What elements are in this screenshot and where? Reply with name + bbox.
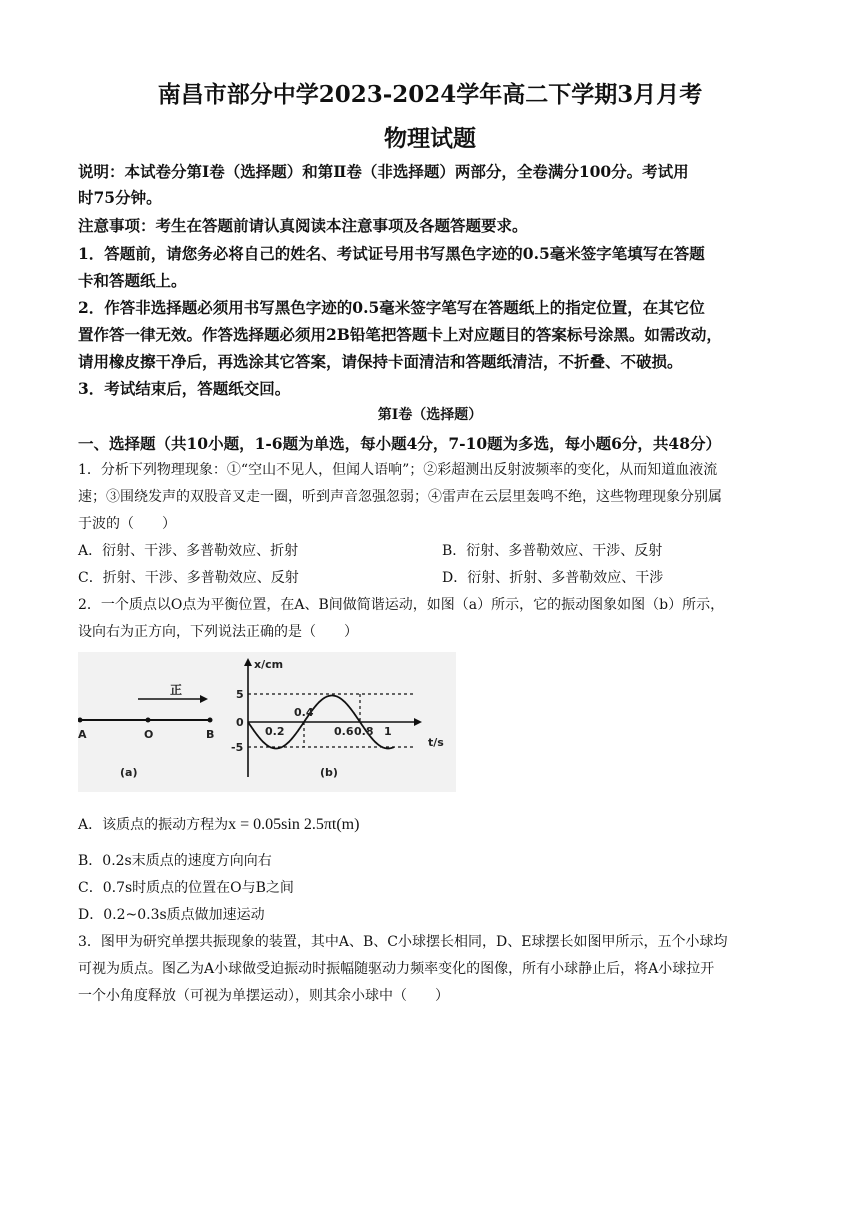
x-tick-0-6: 0.6 bbox=[334, 725, 354, 738]
q2-option-a bbox=[78, 814, 359, 834]
point-o bbox=[146, 718, 151, 723]
x-tick-0-8: 0.8 bbox=[354, 725, 374, 738]
volume-title: 第Ⅰ卷（选择题） bbox=[377, 407, 483, 423]
caption-b: (b) bbox=[320, 766, 338, 779]
q3-line-2: 可视为质点。图乙为A小球做受迫振动时振幅随驱动力频率变化的图像，所有小球静止后，将A小球拉开 bbox=[78, 961, 715, 977]
positive-label: 正 bbox=[170, 683, 183, 697]
label-b: B bbox=[206, 728, 215, 741]
q2-figure bbox=[78, 652, 456, 792]
note-line-1: 说明：本试卷分第Ⅰ卷（选择题）和第Ⅱ卷（非选择题）两部分，全卷满分100分。考试用 bbox=[78, 162, 689, 181]
x-tick-0-2: 0.2 bbox=[265, 725, 285, 738]
q1-option-c: C．折射、干涉、多普勒效应、反射 bbox=[78, 570, 299, 586]
item3-line: 3．考试结束后，答题纸交回。 bbox=[78, 379, 291, 398]
y-tick-0: 0 bbox=[236, 716, 244, 729]
q1-line-3: 于波的（ ） bbox=[78, 516, 176, 532]
note-line-2: 时75分钟。 bbox=[78, 188, 162, 207]
q3-line-1: 3．图甲为研究单摆共振现象的装置，其中A、B、C小球摆长相同，D、E球摆长如图甲所示，五个小球均 bbox=[78, 934, 728, 950]
q1-line-2: 速；③围绕发声的双股音叉走一圈，听到声音忽强忽弱；④雷声在云层里轰鸣不绝，这些物理现象分别属 bbox=[78, 489, 722, 505]
q1-option-a: A．衍射、干涉、多普勒效应、折射 bbox=[78, 543, 299, 559]
attention-line: 注意事项：考生在答题前请认真阅读本注意事项及各题答题要求。 bbox=[78, 216, 528, 235]
x-tick-0-4: 0.4 bbox=[294, 706, 314, 719]
point-b bbox=[208, 718, 213, 723]
part-title: 一、选择题（共10小题，1-6题为单选，每小题4分，7-10题为多选，每小题6分，共48分） bbox=[78, 434, 722, 453]
q1-option-b: B．衍射、多普勒效应、干涉、反射 bbox=[442, 543, 663, 559]
label-a: A bbox=[78, 728, 87, 741]
item1-line-2: 卡和答题纸上。 bbox=[78, 271, 187, 290]
subject-title: 物理试题 bbox=[384, 125, 476, 152]
exam-title: 南昌市部分中学2023-2024学年高二下学期3月月考 bbox=[157, 81, 703, 108]
q2-option-a-equation: x = 0.05sin 2.5πt(m) bbox=[228, 816, 360, 833]
item2-line-1: 2．作答非选择题必须用书写黑色字迹的0.5毫米签字笔写在答题纸上的指定位置，在其它位 bbox=[78, 298, 705, 317]
item2-line-2: 置作答一律无效。作答选择题必须用2B铅笔把答题卡上对应题目的答案标号涂黑。如需改动， bbox=[78, 325, 722, 344]
q2-option-a-text: A．该质点的振动方程为 bbox=[78, 817, 229, 833]
item2-line-3: 请用橡皮擦干净后，再选涂其它答案，请保持卡面清洁和答题纸清洁，不折叠、不破损。 bbox=[78, 352, 683, 371]
y-tick-5: 5 bbox=[236, 688, 244, 701]
q2-line-1: 2．一个质点以O点为平衡位置，在A、B间做简谐运动，如图（a）所示，它的振动图象如图（b）所示， bbox=[78, 597, 725, 613]
q3-line-3: 一个小角度释放（可视为单摆运动），则其余小球中（ ） bbox=[78, 988, 449, 1004]
caption-a: (a) bbox=[120, 766, 138, 779]
x-tick-1: 1 bbox=[384, 725, 392, 738]
q2-option-d: D．0.2~0.3s质点做加速运动 bbox=[78, 907, 265, 923]
q1-option-d: D．衍射、折射、多普勒效应、干涉 bbox=[442, 570, 664, 586]
q2-line-2: 设向右为正方向，下列说法正确的是（ ） bbox=[78, 624, 358, 640]
x-axis-label: t/s bbox=[428, 736, 444, 749]
q2-option-c: C．0.7s时质点的位置在O与B之间 bbox=[78, 880, 294, 896]
q2-figure-svg bbox=[78, 652, 456, 792]
label-o: O bbox=[144, 728, 154, 741]
y-tick-neg5: -5 bbox=[231, 741, 244, 754]
q1-line-1: 1．分析下列物理现象：①“空山不见人，但闻人语响”；②彩超测出反射波频率的变化，从而知道血液流 bbox=[78, 462, 718, 478]
y-axis-label: x/cm bbox=[254, 658, 284, 671]
q2-option-b: B．0.2s末质点的速度方向向右 bbox=[78, 853, 272, 869]
item1-line-1: 1．答题前，请您务必将自己的姓名、考试证号用书写黑色字迹的0.5毫米签字笔填写在答题 bbox=[78, 244, 705, 263]
